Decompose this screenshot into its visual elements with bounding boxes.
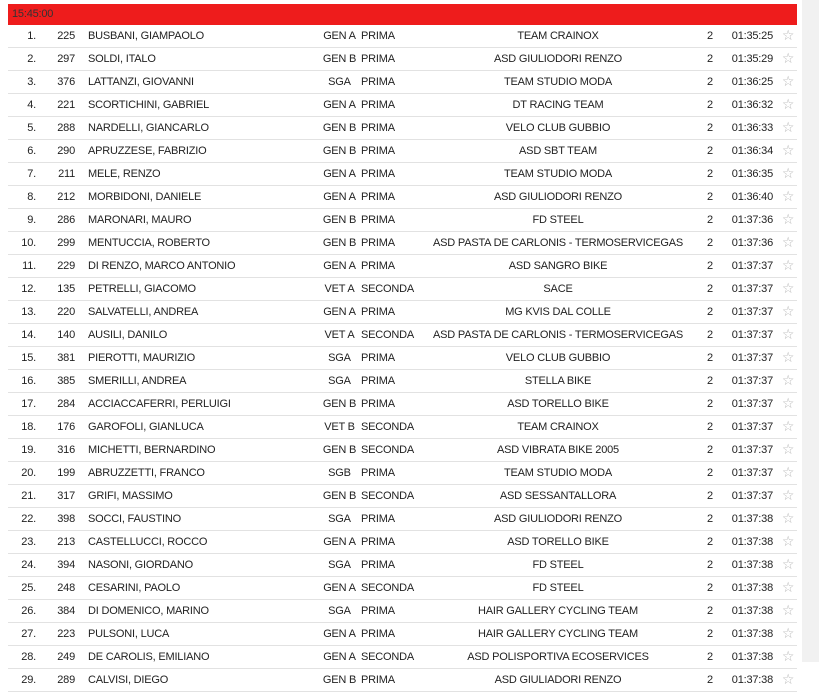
star-icon[interactable]: ☆ bbox=[781, 442, 795, 458]
laps-cell: 2 bbox=[707, 260, 713, 272]
table-row bbox=[8, 163, 797, 186]
table-row bbox=[8, 554, 797, 577]
star-icon[interactable]: ☆ bbox=[781, 672, 795, 688]
category-cell: SGA bbox=[328, 375, 351, 387]
category-cell: GEN A bbox=[323, 628, 356, 640]
laps-cell: 2 bbox=[707, 99, 713, 111]
header-time: 15:45:00 bbox=[12, 8, 54, 20]
vertical-scrollbar[interactable] bbox=[802, 0, 819, 662]
laps-cell: 2 bbox=[707, 145, 713, 157]
laps-cell: 2 bbox=[707, 674, 713, 686]
rider-name-cell: PETRELLI, GIACOMO bbox=[88, 283, 196, 295]
star-icon[interactable]: ☆ bbox=[781, 51, 795, 67]
time-cell: 01:37:37 bbox=[731, 421, 773, 433]
rider-name-cell: DI DOMENICO, MARINO bbox=[88, 605, 209, 617]
star-icon[interactable]: ☆ bbox=[781, 511, 795, 527]
bib-number-cell: 299 bbox=[57, 237, 75, 249]
bib-number-cell: 384 bbox=[57, 605, 75, 617]
rider-name-cell: CESARINI, PAOLO bbox=[88, 582, 181, 594]
time-cell: 01:37:38 bbox=[731, 651, 773, 663]
position-cell: 2. bbox=[27, 53, 36, 65]
bib-number-cell: 284 bbox=[57, 398, 75, 410]
category-cell: SGA bbox=[328, 605, 351, 617]
bib-number-cell: 220 bbox=[57, 306, 75, 318]
group-cell: SECONDA bbox=[361, 490, 414, 502]
position-cell: 27. bbox=[21, 628, 36, 640]
position-cell: 1. bbox=[27, 30, 36, 42]
position-cell: 13. bbox=[21, 306, 36, 318]
bib-number-cell: 398 bbox=[57, 513, 75, 525]
laps-cell: 2 bbox=[707, 168, 713, 180]
star-icon[interactable]: ☆ bbox=[781, 281, 795, 297]
rider-name-cell: SOCCI, FAUSTINO bbox=[88, 513, 181, 525]
rider-name-cell: MICHETTI, BERNARDINO bbox=[88, 444, 216, 456]
laps-cell: 2 bbox=[707, 30, 713, 42]
table-row bbox=[8, 232, 797, 255]
category-cell: SGA bbox=[328, 76, 351, 88]
category-cell: GEN B bbox=[322, 674, 357, 686]
time-cell: 01:37:37 bbox=[731, 375, 773, 387]
bib-number-cell: 317 bbox=[57, 490, 75, 502]
rider-name-cell: GAROFOLI, GIANLUCA bbox=[88, 421, 204, 433]
star-icon[interactable]: ☆ bbox=[781, 304, 795, 320]
rider-name-cell: MARONARI, MAURO bbox=[88, 214, 192, 226]
team-cell: STELLA BIKE bbox=[524, 375, 592, 387]
bib-number-cell: 135 bbox=[57, 283, 75, 295]
star-icon[interactable]: ☆ bbox=[781, 74, 795, 90]
time-cell: 01:37:38 bbox=[731, 605, 773, 617]
table-row bbox=[8, 669, 797, 692]
category-cell: GEN B bbox=[322, 145, 357, 157]
category-cell: GEN A bbox=[323, 99, 356, 111]
team-cell: FD STEEL bbox=[532, 582, 584, 594]
category-cell: GEN A bbox=[323, 582, 356, 594]
position-cell: 23. bbox=[21, 536, 36, 548]
table-row bbox=[8, 94, 797, 117]
category-cell: GEN A bbox=[323, 651, 356, 663]
bib-number-cell: 229 bbox=[57, 260, 75, 272]
laps-cell: 2 bbox=[707, 628, 713, 640]
team-cell: ASD PASTA DE CARLONIS - TERMOSERVICEGAS bbox=[433, 237, 683, 249]
table-row bbox=[8, 646, 797, 669]
star-icon[interactable]: ☆ bbox=[781, 212, 795, 228]
category-cell: SGA bbox=[328, 513, 351, 525]
group-cell: SECONDA bbox=[361, 582, 414, 594]
laps-cell: 2 bbox=[707, 421, 713, 433]
time-cell: 01:37:36 bbox=[731, 214, 773, 226]
team-cell: ASD TORELLO BIKE bbox=[507, 398, 609, 410]
table-row bbox=[8, 209, 797, 232]
position-cell: 12. bbox=[21, 283, 36, 295]
category-cell: GEN A bbox=[323, 260, 356, 272]
team-cell: TEAM CRAINOX bbox=[517, 30, 599, 42]
position-cell: 5. bbox=[27, 122, 36, 134]
team-cell: ASD GIULIADORI RENZO bbox=[494, 674, 622, 686]
position-cell: 9. bbox=[27, 214, 36, 226]
rider-name-cell: DE CAROLIS, EMILIANO bbox=[88, 651, 210, 663]
laps-cell: 2 bbox=[707, 375, 713, 387]
star-icon[interactable]: ☆ bbox=[781, 557, 795, 573]
position-cell: 21. bbox=[21, 490, 36, 502]
time-cell: 01:36:40 bbox=[731, 191, 773, 203]
rider-name-cell: CASTELLUCCI, ROCCO bbox=[88, 536, 208, 548]
laps-cell: 2 bbox=[707, 214, 713, 226]
rider-name-cell: NASONI, GIORDANO bbox=[88, 559, 193, 571]
group-cell: SECONDA bbox=[361, 329, 414, 341]
time-cell: 01:37:37 bbox=[731, 283, 773, 295]
group-cell: PRIMA bbox=[361, 237, 395, 249]
table-row bbox=[8, 140, 797, 163]
category-cell: VET A bbox=[324, 283, 355, 295]
category-cell: SGA bbox=[328, 559, 351, 571]
team-cell: ASD TORELLO BIKE bbox=[507, 536, 609, 548]
team-cell: ASD GIULIODORI RENZO bbox=[493, 191, 623, 203]
laps-cell: 2 bbox=[707, 53, 713, 65]
category-cell: SGB bbox=[328, 467, 351, 479]
rider-name-cell: APRUZZESE, FABRIZIO bbox=[88, 145, 207, 157]
bib-number-cell: 297 bbox=[57, 53, 75, 65]
time-cell: 01:37:38 bbox=[731, 559, 773, 571]
position-cell: 3. bbox=[27, 76, 36, 88]
time-cell: 01:37:38 bbox=[731, 536, 773, 548]
star-icon[interactable]: ☆ bbox=[781, 603, 795, 619]
team-cell: TEAM STUDIO MODA bbox=[503, 467, 613, 479]
rider-name-cell: SALVATELLI, ANDREA bbox=[88, 306, 199, 318]
position-cell: 20. bbox=[21, 467, 36, 479]
rider-name-cell: ABRUZZETTI, FRANCO bbox=[88, 467, 205, 479]
rider-name-cell: SMERILLI, ANDREA bbox=[88, 375, 187, 387]
laps-cell: 2 bbox=[707, 191, 713, 203]
group-cell: PRIMA bbox=[361, 30, 395, 42]
team-cell: TEAM STUDIO MODA bbox=[503, 76, 613, 88]
bib-number-cell: 213 bbox=[57, 536, 75, 548]
position-cell: 16. bbox=[21, 375, 36, 387]
star-icon[interactable]: ☆ bbox=[781, 534, 795, 550]
time-cell: 01:37:38 bbox=[731, 513, 773, 525]
position-cell: 6. bbox=[27, 145, 36, 157]
bib-number-cell: 212 bbox=[57, 191, 75, 203]
star-icon[interactable]: ☆ bbox=[781, 580, 795, 596]
bib-number-cell: 316 bbox=[57, 444, 75, 456]
category-cell: GEN B bbox=[322, 444, 357, 456]
star-icon[interactable]: ☆ bbox=[781, 120, 795, 136]
category-cell: GEN A bbox=[323, 306, 356, 318]
laps-cell: 2 bbox=[707, 352, 713, 364]
star-icon[interactable]: ☆ bbox=[781, 143, 795, 159]
laps-cell: 2 bbox=[707, 605, 713, 617]
rider-name-cell: DI RENZO, MARCO ANTONIO bbox=[88, 260, 236, 272]
bib-number-cell: 176 bbox=[57, 421, 75, 433]
time-cell: 01:36:35 bbox=[731, 168, 773, 180]
time-cell: 01:37:37 bbox=[731, 260, 773, 272]
category-cell: GEN A bbox=[323, 168, 356, 180]
bib-number-cell: 199 bbox=[57, 467, 75, 479]
table-row bbox=[8, 25, 797, 48]
time-cell: 01:37:37 bbox=[731, 490, 773, 502]
star-icon[interactable]: ☆ bbox=[781, 419, 795, 435]
table-row bbox=[8, 439, 797, 462]
bib-number-cell: 286 bbox=[57, 214, 75, 226]
laps-cell: 2 bbox=[707, 536, 713, 548]
star-icon[interactable]: ☆ bbox=[781, 488, 795, 504]
table-row bbox=[8, 71, 797, 94]
table-row bbox=[8, 370, 797, 393]
group-cell: PRIMA bbox=[361, 306, 395, 318]
star-icon[interactable]: ☆ bbox=[781, 235, 795, 251]
rider-name-cell: BUSBANI, GIAMPAOLO bbox=[88, 30, 205, 42]
star-icon[interactable]: ☆ bbox=[781, 189, 795, 205]
time-cell: 01:37:38 bbox=[731, 628, 773, 640]
table-row bbox=[8, 600, 797, 623]
laps-cell: 2 bbox=[707, 651, 713, 663]
group-cell: PRIMA bbox=[361, 53, 395, 65]
table-row bbox=[8, 117, 797, 140]
team-cell: DT RACING TEAM bbox=[512, 99, 604, 111]
laps-cell: 2 bbox=[707, 329, 713, 341]
bib-number-cell: 221 bbox=[57, 99, 75, 111]
group-cell: PRIMA bbox=[361, 559, 395, 571]
group-cell: PRIMA bbox=[361, 76, 395, 88]
time-cell: 01:36:32 bbox=[731, 99, 773, 111]
category-cell: VET A bbox=[324, 329, 355, 341]
position-cell: 4. bbox=[27, 99, 36, 111]
category-cell: SGA bbox=[328, 352, 351, 364]
laps-cell: 2 bbox=[707, 306, 713, 318]
rider-name-cell: NARDELLI, GIANCARLO bbox=[88, 122, 209, 134]
time-cell: 01:36:33 bbox=[731, 122, 773, 134]
laps-cell: 2 bbox=[707, 490, 713, 502]
time-header-bar bbox=[8, 4, 797, 25]
time-cell: 01:37:36 bbox=[731, 237, 773, 249]
group-cell: PRIMA bbox=[361, 99, 395, 111]
group-cell: PRIMA bbox=[361, 513, 395, 525]
category-cell: GEN B bbox=[322, 490, 357, 502]
bib-number-cell: 225 bbox=[57, 30, 75, 42]
bib-number-cell: 140 bbox=[57, 329, 75, 341]
position-cell: 17. bbox=[21, 398, 36, 410]
rider-name-cell: ACCIACCAFERRI, PERLUIGI bbox=[88, 398, 231, 410]
rider-name-cell: LATTANZI, GIOVANNI bbox=[88, 76, 194, 88]
position-cell: 10. bbox=[21, 237, 36, 249]
time-cell: 01:36:34 bbox=[731, 145, 773, 157]
star-icon[interactable]: ☆ bbox=[781, 373, 795, 389]
team-cell: FD STEEL bbox=[532, 559, 584, 571]
rider-name-cell: PIEROTTI, MAURIZIO bbox=[88, 352, 196, 364]
time-cell: 01:35:29 bbox=[731, 53, 773, 65]
group-cell: PRIMA bbox=[361, 467, 395, 479]
star-icon[interactable]: ☆ bbox=[781, 258, 795, 274]
category-cell: GEN B bbox=[322, 122, 357, 134]
table-row bbox=[8, 416, 797, 439]
table-row bbox=[8, 278, 797, 301]
table-row bbox=[8, 324, 797, 347]
time-cell: 01:35:25 bbox=[731, 30, 773, 42]
category-cell: GEN A bbox=[323, 536, 356, 548]
laps-cell: 2 bbox=[707, 283, 713, 295]
star-icon[interactable]: ☆ bbox=[781, 166, 795, 182]
laps-cell: 2 bbox=[707, 467, 713, 479]
group-cell: PRIMA bbox=[361, 375, 395, 387]
table-row bbox=[8, 577, 797, 600]
bib-number-cell: 385 bbox=[57, 375, 75, 387]
table-row bbox=[8, 393, 797, 416]
team-cell: ASD GIULIODORI RENZO bbox=[493, 513, 623, 525]
rider-name-cell: SOLDI, ITALO bbox=[88, 53, 156, 65]
group-cell: PRIMA bbox=[361, 260, 395, 272]
group-cell: PRIMA bbox=[361, 398, 395, 410]
rider-name-cell: SCORTICHINI, GABRIEL bbox=[88, 99, 210, 111]
team-cell: VELO CLUB GUBBIO bbox=[505, 352, 611, 364]
bib-number-cell: 223 bbox=[57, 628, 75, 640]
team-cell: ASD PASTA DE CARLONIS - TERMOSERVICEGAS bbox=[433, 329, 683, 341]
time-cell: 01:37:37 bbox=[731, 444, 773, 456]
group-cell: PRIMA bbox=[361, 674, 395, 686]
star-icon[interactable]: ☆ bbox=[781, 327, 795, 343]
category-cell: GEN B bbox=[322, 53, 357, 65]
table-row bbox=[8, 186, 797, 209]
category-cell: VET B bbox=[324, 421, 355, 433]
category-cell: GEN B bbox=[322, 237, 357, 249]
bib-number-cell: 289 bbox=[57, 674, 75, 686]
position-cell: 19. bbox=[21, 444, 36, 456]
group-cell: PRIMA bbox=[361, 122, 395, 134]
team-cell: ASD SANGRO BIKE bbox=[508, 260, 608, 272]
group-cell: PRIMA bbox=[361, 628, 395, 640]
position-cell: 22. bbox=[21, 513, 36, 525]
table-row bbox=[8, 462, 797, 485]
group-cell: SECONDA bbox=[361, 444, 414, 456]
star-icon[interactable]: ☆ bbox=[781, 350, 795, 366]
rider-name-cell: CALVISI, DIEGO bbox=[88, 674, 169, 686]
time-cell: 01:37:37 bbox=[731, 352, 773, 364]
team-cell: ASD POLISPORTIVA ECOSERVICES bbox=[467, 651, 649, 663]
star-icon[interactable]: ☆ bbox=[781, 28, 795, 44]
team-cell: ASD GIULIODORI RENZO bbox=[493, 53, 623, 65]
team-cell: SACE bbox=[543, 283, 573, 295]
group-cell: PRIMA bbox=[361, 536, 395, 548]
laps-cell: 2 bbox=[707, 398, 713, 410]
category-cell: GEN B bbox=[322, 398, 357, 410]
table-row bbox=[8, 48, 797, 71]
star-icon[interactable]: ☆ bbox=[781, 396, 795, 412]
position-cell: 8. bbox=[27, 191, 36, 203]
rider-name-cell: MORBIDONI, DANIELE bbox=[88, 191, 202, 203]
category-cell: GEN A bbox=[323, 191, 356, 203]
laps-cell: 2 bbox=[707, 76, 713, 88]
group-cell: PRIMA bbox=[361, 145, 395, 157]
results-rows bbox=[8, 25, 797, 692]
laps-cell: 2 bbox=[707, 237, 713, 249]
scrollbar-thumb[interactable] bbox=[806, 6, 815, 626]
time-cell: 01:37:37 bbox=[731, 467, 773, 479]
position-cell: 18. bbox=[21, 421, 36, 433]
category-cell: GEN A bbox=[323, 30, 356, 42]
laps-cell: 2 bbox=[707, 559, 713, 571]
position-cell: 28. bbox=[21, 651, 36, 663]
bib-number-cell: 376 bbox=[57, 76, 75, 88]
star-icon[interactable]: ☆ bbox=[781, 97, 795, 113]
team-cell: TEAM CRAINOX bbox=[517, 421, 599, 433]
table-row bbox=[8, 255, 797, 278]
rider-name-cell: GRIFI, MASSIMO bbox=[88, 490, 173, 502]
time-cell: 01:37:37 bbox=[731, 329, 773, 341]
group-cell: SECONDA bbox=[361, 421, 414, 433]
rider-name-cell: PULSONI, LUCA bbox=[88, 628, 170, 640]
team-cell: ASD SBT TEAM bbox=[519, 145, 597, 157]
bib-number-cell: 249 bbox=[57, 651, 75, 663]
team-cell: ASD VIBRATA BIKE 2005 bbox=[497, 444, 619, 456]
rider-name-cell: MELE, RENZO bbox=[88, 168, 161, 180]
position-cell: 15. bbox=[21, 352, 36, 364]
team-cell: HAIR GALLERY CYCLING TEAM bbox=[477, 628, 639, 640]
group-cell: SECONDA bbox=[361, 651, 414, 663]
team-cell: HAIR GALLERY CYCLING TEAM bbox=[477, 605, 639, 617]
team-cell: TEAM STUDIO MODA bbox=[503, 168, 613, 180]
star-icon[interactable]: ☆ bbox=[781, 649, 795, 665]
table-row bbox=[8, 347, 797, 370]
bib-number-cell: 288 bbox=[57, 122, 75, 134]
position-cell: 24. bbox=[21, 559, 36, 571]
team-cell: MG KVIS DAL COLLE bbox=[505, 306, 611, 318]
laps-cell: 2 bbox=[707, 513, 713, 525]
time-cell: 01:37:37 bbox=[731, 398, 773, 410]
rider-name-cell: MENTUCCIA, ROBERTO bbox=[88, 237, 210, 249]
group-cell: PRIMA bbox=[361, 352, 395, 364]
team-cell: ASD SESSANTALLORA bbox=[499, 490, 617, 502]
bib-number-cell: 290 bbox=[57, 145, 75, 157]
star-icon[interactable]: ☆ bbox=[781, 465, 795, 481]
bib-number-cell: 211 bbox=[58, 168, 75, 180]
group-cell: SECONDA bbox=[361, 283, 414, 295]
time-cell: 01:37:38 bbox=[731, 674, 773, 686]
star-icon[interactable]: ☆ bbox=[781, 626, 795, 642]
position-cell: 26. bbox=[21, 605, 36, 617]
group-cell: PRIMA bbox=[361, 191, 395, 203]
position-cell: 25. bbox=[21, 582, 36, 594]
table-row bbox=[8, 623, 797, 646]
position-cell: 7. bbox=[27, 168, 36, 180]
bib-number-cell: 381 bbox=[57, 352, 75, 364]
group-cell: PRIMA bbox=[361, 168, 395, 180]
table-row bbox=[8, 508, 797, 531]
table-row bbox=[8, 531, 797, 554]
rider-name-cell: AUSILI, DANILO bbox=[88, 329, 168, 341]
table-row bbox=[8, 485, 797, 508]
position-cell: 14. bbox=[21, 329, 36, 341]
laps-cell: 2 bbox=[707, 582, 713, 594]
time-cell: 01:37:37 bbox=[731, 306, 773, 318]
laps-cell: 2 bbox=[707, 444, 713, 456]
results-table bbox=[8, 4, 797, 692]
bib-number-cell: 394 bbox=[57, 559, 75, 571]
bib-number-cell: 248 bbox=[57, 582, 75, 594]
team-cell: VELO CLUB GUBBIO bbox=[505, 122, 611, 134]
time-cell: 01:37:38 bbox=[731, 582, 773, 594]
time-cell: 01:36:25 bbox=[731, 76, 773, 88]
laps-cell: 2 bbox=[707, 122, 713, 134]
position-cell: 11. bbox=[22, 260, 36, 272]
position-cell: 29. bbox=[21, 674, 36, 686]
team-cell: FD STEEL bbox=[532, 214, 584, 226]
category-cell: GEN B bbox=[322, 214, 357, 226]
group-cell: PRIMA bbox=[361, 214, 395, 226]
table-row bbox=[8, 301, 797, 324]
group-cell: PRIMA bbox=[361, 605, 395, 617]
